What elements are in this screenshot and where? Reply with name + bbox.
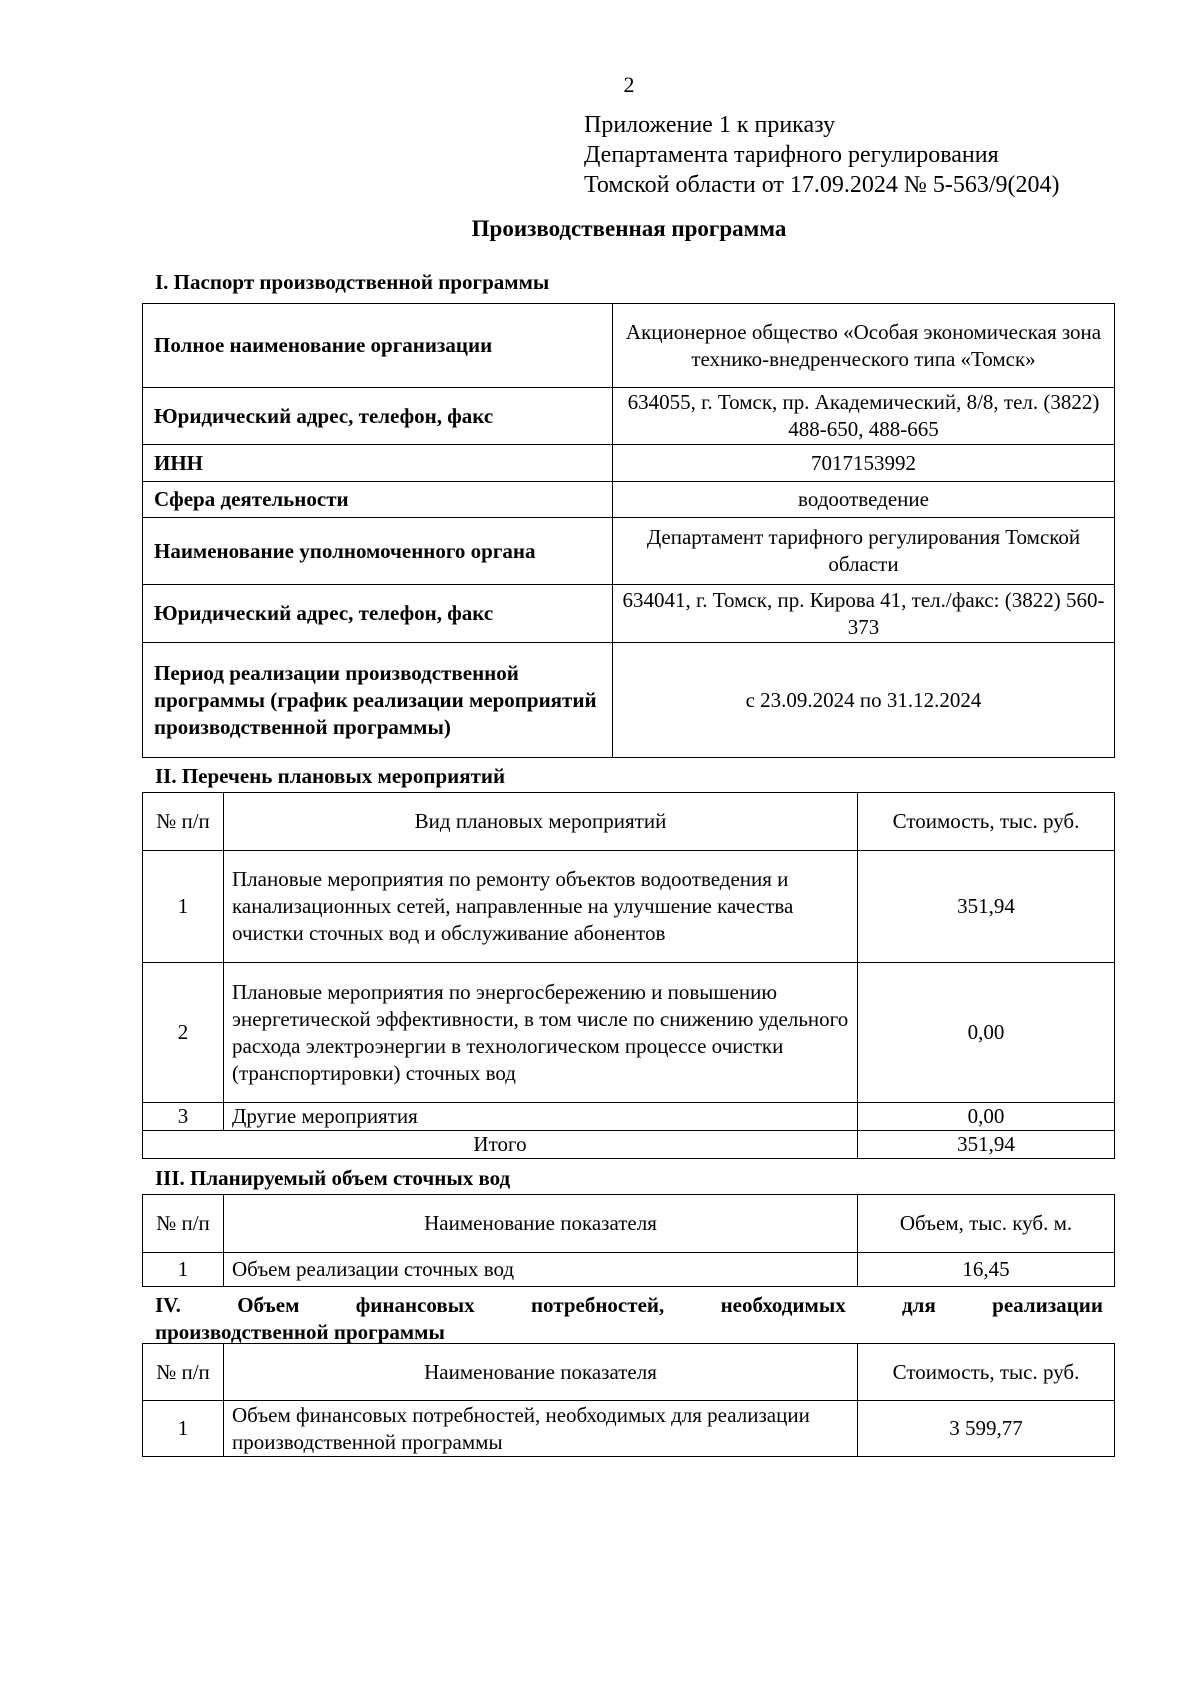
header-name: Вид плановых мероприятий: [224, 793, 858, 851]
cell-num: 2: [143, 963, 224, 1103]
header-num: № п/п: [143, 1344, 224, 1401]
section-3-heading: III. Планируемый объем сточных вод: [155, 1166, 511, 1190]
header-name: Наименование показателя: [224, 1344, 858, 1401]
row-label: Полное наименование организации: [143, 304, 613, 388]
row-label: Сфера деятельности: [143, 482, 613, 518]
row-value: Департамент тарифного регулирования Томской области: [613, 518, 1115, 585]
header-cost: Стоимость, тыс. руб.: [858, 793, 1115, 851]
row-value: Акционерное общество «Особая экономическая зона технико-внедренческого типа «Томск»: [613, 304, 1115, 388]
finance-table: [142, 1343, 1115, 1457]
heading-word: финансовых: [355, 1293, 475, 1317]
header-cost: Стоимость, тыс. руб.: [858, 1344, 1115, 1401]
measures-table: [142, 792, 1115, 1159]
table-header-row: [143, 1344, 1115, 1401]
appendix-line: Департамента тарифного регулирования: [584, 142, 999, 168]
cell-name: Плановые мероприятия по энергосбережению и повышению энергетической эффективности, в том числе по снижению удельного расхода электроэнергии в технологическом процессе очистки (транспортировки) сточных вод: [224, 963, 858, 1103]
passport-table: [142, 303, 1115, 758]
appendix-line: Приложение 1 к приказу: [584, 112, 836, 138]
table-row: [143, 1401, 1115, 1457]
table-header-row: [143, 1195, 1115, 1253]
table-row: [143, 518, 1115, 585]
header-num: № п/п: [143, 1195, 224, 1253]
heading-word: необходимых: [720, 1293, 846, 1317]
header-volume: Объем, тыс. куб. м.: [858, 1195, 1115, 1253]
cell-num: 1: [143, 1401, 224, 1457]
cell-name: Плановые мероприятия по ремонту объектов водоотведения и канализационных сетей, направленные на улучшение качества очистки сточных вод и обслуживание абонентов: [224, 851, 858, 963]
table-row: [143, 388, 1115, 445]
table-row: [143, 643, 1115, 758]
row-label: Период реализации производственной программы (график реализации мероприятий производственной программы): [143, 643, 613, 758]
table-header-row: [143, 793, 1115, 851]
section-1-heading: I. Паспорт производственной программы: [155, 270, 550, 294]
total-value: 351,94: [858, 1131, 1115, 1159]
cell-num: 1: [143, 1253, 224, 1287]
cell-cost: 3 599,77: [858, 1401, 1115, 1457]
heading-word: IV.: [155, 1293, 181, 1317]
page-number: 2: [623, 72, 635, 97]
cell-cost: 0,00: [858, 963, 1115, 1103]
total-label: Итого: [143, 1131, 858, 1159]
row-value: с 23.09.2024 по 31.12.2024: [613, 643, 1115, 758]
table-row: [143, 963, 1115, 1103]
cell-name: Другие мероприятия: [224, 1103, 858, 1131]
table-row: [143, 585, 1115, 643]
table-total-row: [143, 1131, 1115, 1159]
row-value: 634055, г. Томск, пр. Академический, 8/8, тел. (3822) 488-650, 488-665: [613, 388, 1115, 445]
row-label: Юридический адрес, телефон, факс: [143, 585, 613, 643]
table-row: [143, 445, 1115, 482]
section-4-heading-line: [155, 1292, 1103, 1319]
row-value: 7017153992: [613, 445, 1115, 482]
row-value: 634041, г. Томск, пр. Кирова 41, тел./факс: (3822) 560-373: [613, 585, 1115, 643]
heading-word: для: [902, 1293, 936, 1317]
cell-volume: 16,45: [858, 1253, 1115, 1287]
row-value: водоотведение: [613, 482, 1115, 518]
table-row: [143, 851, 1115, 963]
row-label: ИНН: [143, 445, 613, 482]
section-4-heading-line: производственной программы: [155, 1320, 445, 1344]
cell-num: 1: [143, 851, 224, 963]
table-row: [143, 304, 1115, 388]
heading-word: Объем: [237, 1293, 300, 1317]
cell-cost: 351,94: [858, 851, 1115, 963]
cell-num: 3: [143, 1103, 224, 1131]
section-2-heading: II. Перечень плановых мероприятий: [155, 764, 506, 788]
appendix-note: [584, 110, 1059, 200]
cell-name: Объем финансовых потребностей, необходимых для реализации производственной программы: [224, 1401, 858, 1457]
document-title: Производственная программа: [471, 216, 787, 241]
row-label: Юридический адрес, телефон, факс: [143, 388, 613, 445]
table-row: [143, 1253, 1115, 1287]
cell-cost: 0,00: [858, 1103, 1115, 1131]
section-4-heading: [155, 1292, 1103, 1346]
table-row: [143, 482, 1115, 518]
header-num: № п/п: [143, 793, 224, 851]
volume-table: [142, 1194, 1115, 1287]
appendix-line: Томской области от 17.09.2024 № 5-563/9(204): [584, 172, 1060, 198]
heading-word: реализации: [992, 1293, 1103, 1317]
cell-name: Объем реализации сточных вод: [224, 1253, 858, 1287]
heading-word: потребностей,: [530, 1293, 665, 1317]
header-name: Наименование показателя: [224, 1195, 858, 1253]
row-label: Наименование уполномоченного органа: [143, 518, 613, 585]
table-row: [143, 1103, 1115, 1131]
